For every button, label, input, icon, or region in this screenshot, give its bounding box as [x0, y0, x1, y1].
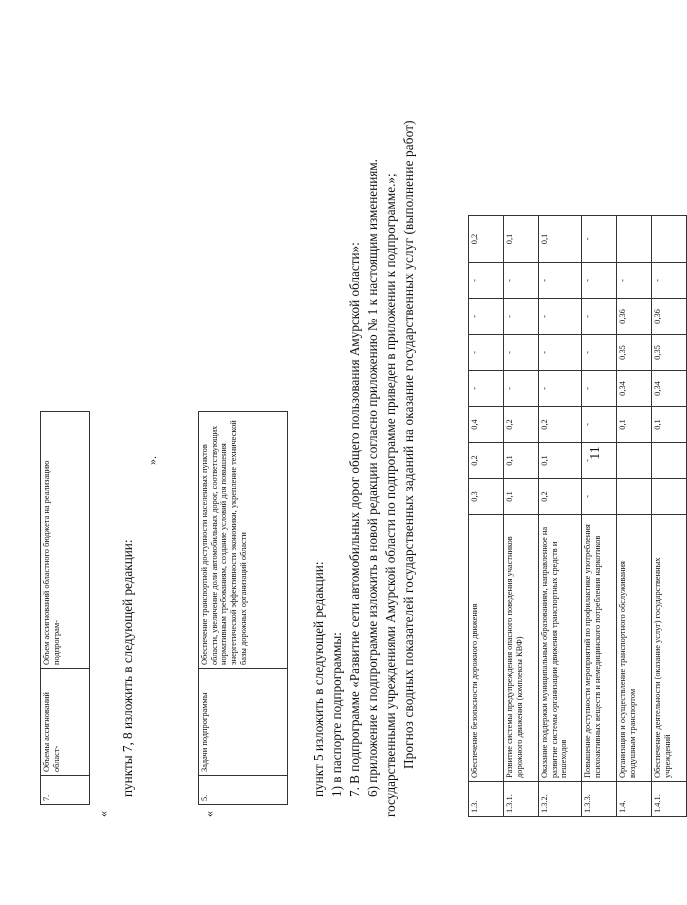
row-value: -: [504, 371, 539, 407]
row-value: -: [582, 216, 617, 263]
table-row: [504, 216, 539, 817]
row-value: -: [469, 299, 504, 335]
row-name: Оказание поддержки муниципальным образованиям, направленное на развитие системы организации движения транспортных средств и пешеходов: [539, 515, 582, 782]
table-row: [582, 216, 617, 817]
funding-table: [40, 411, 90, 805]
row-value: [617, 443, 652, 479]
row-value: -: [539, 335, 582, 371]
row-value: 0,2: [469, 443, 504, 479]
row-value: 0,1: [539, 443, 582, 479]
row-value: [617, 479, 652, 515]
row-value: [652, 216, 687, 263]
quote-open-2: «: [96, 811, 110, 817]
row-value: -: [504, 335, 539, 371]
row-code: 1.3.: [469, 782, 504, 817]
table-row: [539, 216, 582, 817]
row-value: [652, 479, 687, 515]
row-value: -: [469, 371, 504, 407]
indicators-table: [468, 215, 687, 817]
row-code: 1.4.1.: [652, 782, 687, 817]
paragraph-appendix: 6) приложение к подпрограмме изложить в новой редакции согласно приложению № 1 к настоящим изменениям.: [365, 159, 380, 797]
funding-label: Объемы ассигнований област-: [41, 669, 90, 776]
row-value: 0,34: [617, 371, 652, 407]
row-name: Организация и осуществление транспортного обслуживания воздушным транспортом: [617, 515, 652, 782]
row-value: -: [539, 371, 582, 407]
row-value: 0,1: [617, 407, 652, 443]
paragraph-forecast: Прогноз сводных показателей государственных заданий на оказание государственных услуг (выполнение работ): [401, 120, 416, 769]
row-value: -: [504, 299, 539, 335]
row-name: Обеспечение деятельности (оказание услуг) государственных учреждений: [652, 515, 687, 782]
row-value: -: [582, 407, 617, 443]
row-value: -: [582, 263, 617, 299]
row-name: Повышение доступности мероприятий по профилактике употребления психоактивных веществ и немедицинского потребления наркотиков: [582, 515, 617, 782]
row-value: 0,2: [469, 216, 504, 263]
row-value: -: [469, 335, 504, 371]
row-value: [617, 216, 652, 263]
row-value: 0,1: [504, 216, 539, 263]
row-value: -: [582, 335, 617, 371]
row-value: 0,34: [652, 371, 687, 407]
row-value: 0,1: [504, 479, 539, 515]
row-value: -: [504, 263, 539, 299]
row-value: 0,35: [652, 335, 687, 371]
row-value: -: [582, 443, 617, 479]
row-value: [652, 443, 687, 479]
row-value: 0,2: [504, 407, 539, 443]
table-row: [652, 216, 687, 817]
row-value: -: [582, 371, 617, 407]
table-row: [469, 216, 504, 817]
row-value: 0,1: [504, 443, 539, 479]
funding-text: Объем ассигнований областного бюджета на реализацию подпрограм-: [41, 412, 90, 669]
row-value: -: [539, 299, 582, 335]
tasks-num: 5.: [199, 776, 288, 805]
row-value: -: [469, 263, 504, 299]
quote-close-1: ».: [145, 456, 159, 465]
row-value: 0,1: [652, 407, 687, 443]
row-value: 0,4: [469, 407, 504, 443]
row-value: -: [582, 299, 617, 335]
row-code: 1.4.: [617, 782, 652, 817]
tasks-table: [198, 411, 288, 805]
paragraph-point-5: пункт 5 изложить в следующей редакции:: [311, 561, 326, 797]
page-number: 11: [588, 446, 603, 460]
row-code: 1.3.3.: [582, 782, 617, 817]
row-value: -: [539, 263, 582, 299]
row-name: Развитие системы предупреждения опасного поведения участников дорожного движения (комплексы КВФ): [504, 515, 539, 782]
paragraph-subprogram-7: 7. В подпрограмме «Развитие сети автомобильных дорог общего пользования Амурской области»:: [347, 242, 362, 797]
row-value: 0,2: [539, 479, 582, 515]
row-value: 0,36: [652, 299, 687, 335]
row-value: 0,35: [617, 335, 652, 371]
funding-num: 7.: [41, 776, 90, 805]
row-value: -: [582, 479, 617, 515]
row-value: -: [617, 263, 652, 299]
tasks-text: Обеспечение транспортной доступности населенных пунктов области, увеличение доли автомобильных дорог, соответствующих нормативным требованиям, создание условий для повышения энергетической эффективности экономики, укрепление технической базы дорожных организаций области: [199, 412, 288, 669]
paragraph-forecast-cont: государственными учреждениями Амурской области по подпрограмме приведен в приложении к подпрограмме.»;: [383, 173, 398, 817]
quote-open-1: «: [202, 811, 216, 817]
row-name: Обеспечение безопасности дорожного движения: [469, 515, 504, 782]
tasks-label: Задачи подпрограммы: [199, 669, 288, 776]
row-code: 1.3.2.: [539, 782, 582, 817]
paragraph-passport: 1) в паспорте подпрограммы:: [329, 632, 344, 797]
row-value: 0,36: [617, 299, 652, 335]
paragraph-points-7-8: пункты 7, 8 изложить в следующей редакции:: [120, 539, 135, 797]
row-code: 1.3.1.: [504, 782, 539, 817]
table-row: [617, 216, 652, 817]
row-value: 0,2: [539, 407, 582, 443]
row-value: 0,1: [539, 216, 582, 263]
row-value: -: [652, 263, 687, 299]
row-value: 0,3: [469, 479, 504, 515]
